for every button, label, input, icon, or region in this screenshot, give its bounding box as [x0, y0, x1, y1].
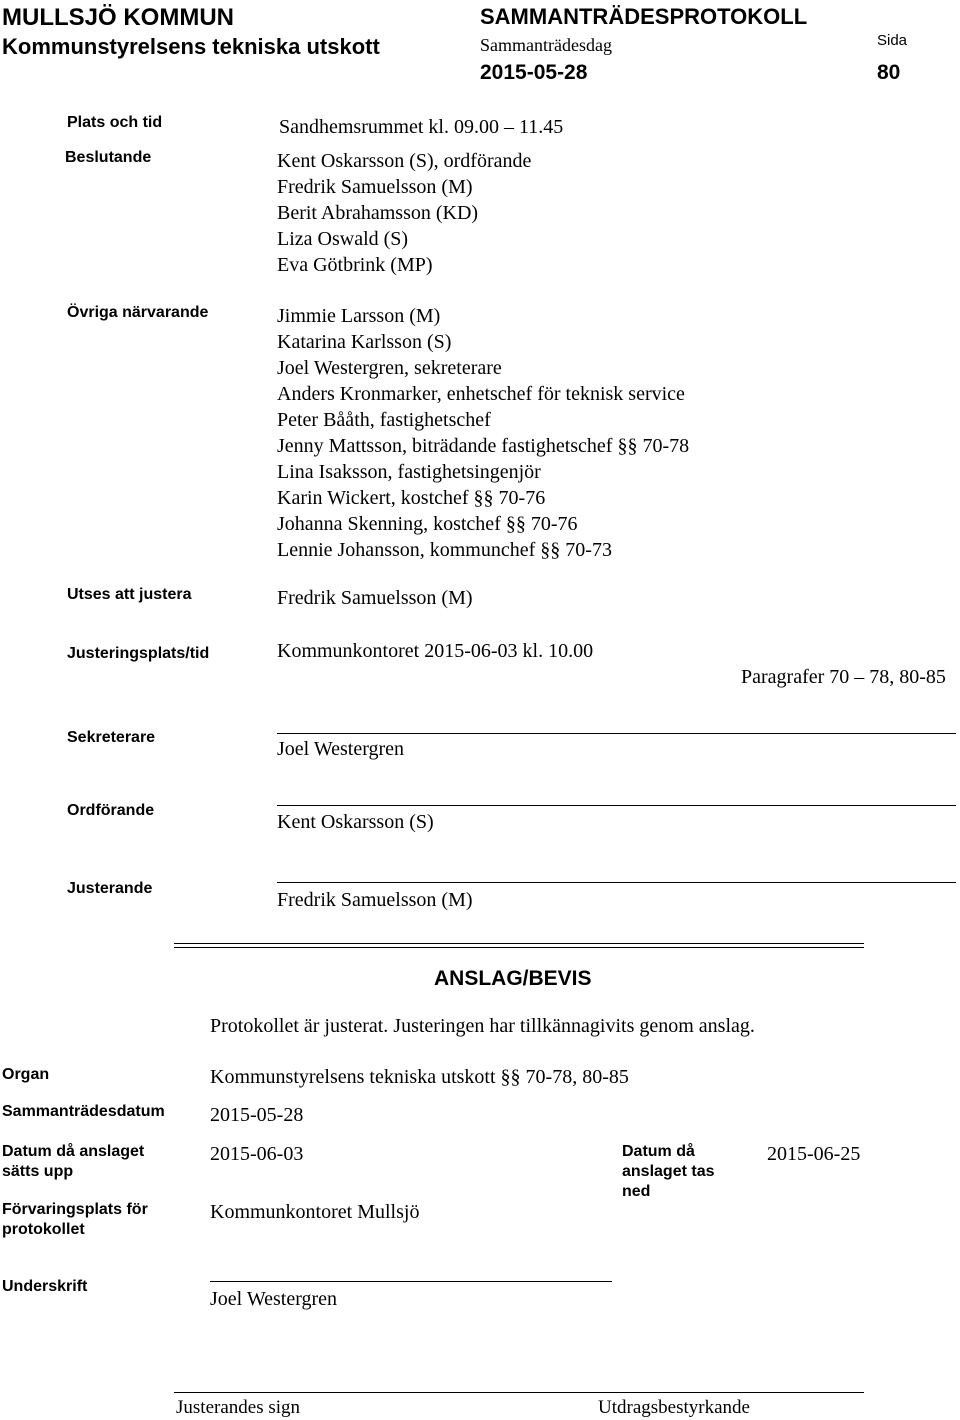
- meeting-date: 2015-05-28: [480, 61, 588, 84]
- notice-title: ANSLAG/BEVIS: [434, 967, 592, 990]
- footer-rule: [174, 1392, 864, 1393]
- removed-date-label-line: ned: [622, 1183, 651, 1200]
- removed-date-label-line: anslaget tas: [622, 1163, 715, 1180]
- section-divider: [174, 943, 864, 944]
- document-type: SAMMANTRÄDESPROTOKOLL: [480, 4, 808, 29]
- removed-date-label: [622, 1142, 714, 1202]
- page-number: 80: [877, 61, 901, 84]
- posted-date-label-line: Datum då anslaget: [2, 1143, 145, 1160]
- meeting-date-notice-label: Sammanträdesdatum: [2, 1103, 165, 1120]
- list-item: Jimmie Larsson (M): [277, 305, 441, 327]
- adjuster-sign-label: Justerande: [67, 880, 153, 897]
- adjuster-label: Utses att justera: [67, 586, 192, 603]
- list-item: Peter Bååth, fastighetschef: [277, 409, 491, 431]
- posted-date-label: [2, 1142, 144, 1182]
- signature-label: Underskrift: [2, 1278, 88, 1295]
- page-label: Sida: [877, 32, 908, 49]
- list-item: Joel Westergren, sekreterare: [277, 357, 502, 379]
- meeting-date-label: Sammanträdesdag: [480, 35, 612, 55]
- storage-value: Kommunkontoret Mullsjö: [210, 1201, 420, 1223]
- chair-label: Ordförande: [67, 802, 155, 819]
- place-label: Plats och tid: [67, 114, 163, 131]
- secretary-signature-line: [277, 733, 956, 734]
- list-item: Jenny Mattsson, biträdande fastighetschef §§ 70-78: [277, 435, 690, 457]
- posted-date-label-line: sätts upp: [2, 1163, 74, 1180]
- chair-name: Kent Oskarsson (S): [277, 811, 434, 833]
- adjuster-name: Fredrik Samuelsson (M): [277, 587, 473, 609]
- adjuster-signed-name: Fredrik Samuelsson (M): [277, 889, 473, 911]
- chair-signature-line: [277, 805, 956, 806]
- decision-makers-label: Beslutande: [65, 149, 152, 166]
- removed-date-label-line: Datum då: [622, 1143, 695, 1160]
- list-item: Lennie Johansson, kommunchef §§ 70-73: [277, 539, 612, 561]
- posted-date-value: 2015-06-03: [210, 1143, 304, 1165]
- list-item: Fredrik Samuelsson (M): [277, 176, 473, 198]
- adjuster-sign-footer: Justerandes sign: [176, 1397, 301, 1418]
- place-and-time: Sandhemsrummet kl. 09.00 – 11.45: [279, 116, 564, 138]
- list-item: Katarina Karlsson (S): [277, 331, 452, 353]
- organ-label: Organ: [2, 1066, 50, 1083]
- paragraphs: Paragrafer 70 – 78, 80-85: [741, 666, 946, 688]
- adjust-place-label: Justeringsplats/tid: [67, 645, 210, 662]
- section-divider: [174, 947, 864, 948]
- list-item: Anders Kronmarker, enhetschef för teknisk service: [277, 383, 685, 405]
- list-item: Lina Isaksson, fastighetsingenjör: [277, 461, 541, 483]
- list-item: Johanna Skenning, kostchef §§ 70-76: [277, 513, 578, 535]
- committee-name: Kommunstyrelsens tekniska utskott: [2, 34, 380, 59]
- others-present-list: [277, 303, 689, 563]
- list-item: Liza Oswald (S): [277, 228, 409, 250]
- adjust-place-and-time: Kommunkontoret 2015-06-03 kl. 10.00: [277, 640, 594, 662]
- adjuster-signature-line: [277, 882, 956, 883]
- storage-label-line: Förvaringsplats för: [2, 1201, 148, 1218]
- others-present-label: Övriga närvarande: [67, 304, 209, 321]
- secretary-name: Joel Westergren: [277, 738, 405, 760]
- certified-footer: Utdragsbestyrkande: [598, 1397, 750, 1418]
- storage-label-line: protokollet: [2, 1221, 85, 1238]
- list-item: Berit Abrahamsson (KD): [277, 202, 479, 224]
- organ-value: Kommunstyrelsens tekniska utskott §§ 70-78, 80-85: [210, 1066, 629, 1088]
- org-name: MULLSJÖ KOMMUN: [2, 4, 234, 31]
- list-item: Karin Wickert, kostchef §§ 70-76: [277, 487, 546, 509]
- notice-signer: Joel Westergren: [210, 1288, 338, 1310]
- removed-date-value: 2015-06-25: [767, 1143, 861, 1165]
- secretary-label: Sekreterare: [67, 729, 156, 746]
- notice-signature-line: [210, 1281, 612, 1282]
- list-item: Kent Oskarsson (S), ordförande: [277, 150, 532, 172]
- list-item: Eva Götbrink (MP): [277, 254, 433, 276]
- decision-makers-list: [277, 148, 531, 278]
- storage-label: [2, 1200, 148, 1240]
- meeting-date-notice-value: 2015-05-28: [210, 1104, 304, 1126]
- notice-statement: Protokollet är justerat. Justeringen har tillkännagivits genom anslag.: [210, 1015, 755, 1037]
